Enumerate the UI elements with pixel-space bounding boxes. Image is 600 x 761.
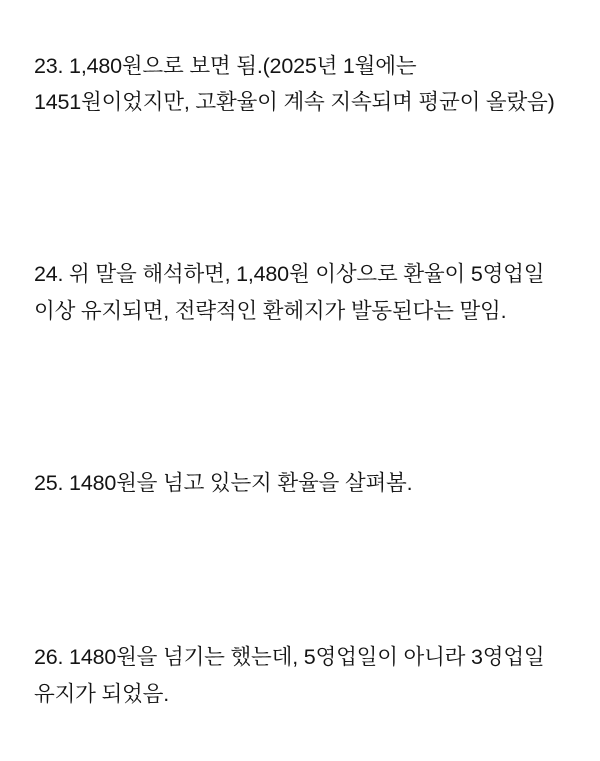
paragraph-spacer [34,143,566,235]
paragraph-spacer [34,352,566,444]
paragraph-25: 25. 1480원을 넘고 있는지 환율을 살펴봄. [34,471,413,496]
paragraph-26: 26. 1480원을 넘기는 했는데, 5영업일이 아니라 3영업일 유지가 되었음. [34,645,551,707]
paragraph-spacer [34,524,566,618]
paragraph-23: 23. 1,480원으로 보면 됨.(2025년 1월에는 1451원이었지만, 고환율이 계속 지속되며 평균이 올랐음) [34,53,555,115]
paragraph-24: 24. 위 말을 해석하면, 1,480원 이상으로 환율이 5영업일 이상 유지되면, 전략적인 환헤지가 발동된다는 말임. [34,262,551,324]
